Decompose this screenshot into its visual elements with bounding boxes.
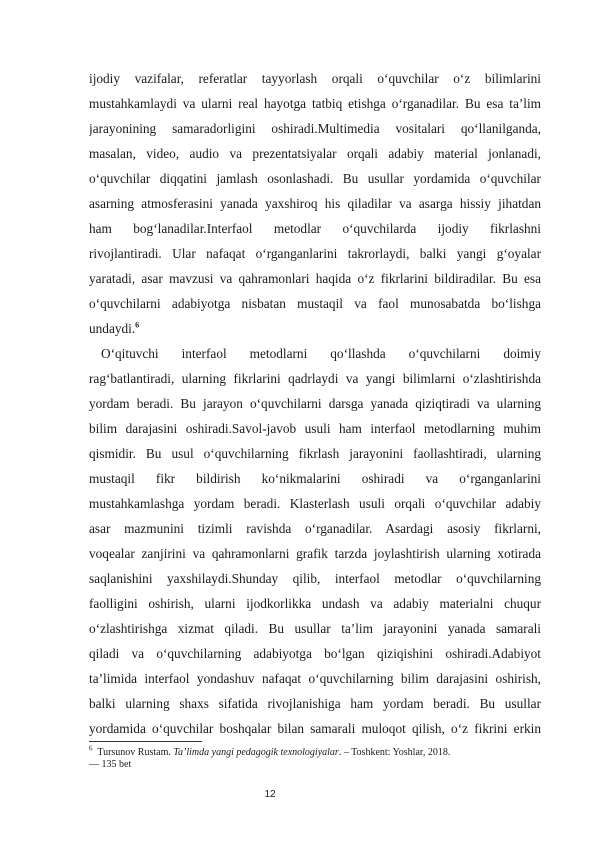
body-text-line: O‘qituvchi interfaol metodlarni qo‘llashda o‘quvchilarni doimiy [101, 346, 541, 361]
body-text-line: yordam beradi. Bu jarayon o‘quvchilarni darsga yanada qiziqtiradi va ularning [89, 396, 541, 411]
body-text-line: yordamida o‘quvchilar boshqalar bilan samarali muloqot qilish, o‘z fikrini erkin [89, 721, 541, 736]
body-text-line: rivojlantiradi. Ular nafaqat o‘rganganlarini takrorlaydi, balki yangi g‘oyalar [89, 246, 541, 261]
body-text-line: bilim darajasini oshiradi.Savol-javob usuli ham interfaol metodlarning muhim [89, 421, 541, 436]
body-text-line: faolligini oshirish, ularni ijodkorlikka undash va adabiy materialni chuqur [89, 596, 541, 611]
footnote-number: 6 [89, 744, 93, 753]
body-text-line: rag‘batlantiradi, ularning fikrlarini qadrlaydi va yangi bilimlarni o‘zlashtirishda [89, 371, 541, 386]
body-text-line: mustahkamlaydi va ularni real hayotga tatbiq etishga o‘rganadilar. Bu esa ta’lim [89, 96, 541, 111]
body-text-line: ham bog‘lanadilar.Interfaol metodlar o‘quvchilarda ijodiy fikrlashni [89, 221, 541, 236]
body-text-line: asar mazmunini tizimli ravishda o‘rganadilar. Asardagi asosiy fikrlarni, [89, 521, 541, 536]
body-text-line: asarning atmosferasini yanada yaxshiroq his qiladilar va asarga hissiy jihatdan [89, 196, 541, 211]
body-text-line: ijodiy vazifalar, referatlar tayyorlash orqali o‘quvchilar o‘z bilimlarini [89, 71, 541, 86]
body-text-line: voqealar zanjirini va qahramonlarni grafik tarzda joylashtirish ularning xotirada [89, 546, 541, 561]
footnote-pages: — 135 bet [89, 759, 132, 770]
footnote-separator [89, 741, 202, 742]
body-text-line: qiladi va o‘quvchilarning adabiyotga bo‘lgan qiziqishini oshiradi.Adabiyot [89, 646, 541, 661]
body-text-line: mustaqil fikr bildirish ko‘nikmalarini oshiradi va o‘rganganlarini [89, 471, 541, 486]
body-text-line: jarayonining samaradorligini oshiradi.Multimedia vositalari qo‘llanilganda, [89, 121, 541, 136]
body-text-line: ta’limida interfaol yondashuv nafaqat o‘quvchilarning bilim darajasini oshirish, [89, 671, 541, 686]
footnote [89, 744, 549, 759]
body-text-line: qismidir. Bu usul o‘quvchilarning fikrlash jarayonini faollashtiradi, ularning [89, 446, 541, 461]
body-text-line: o‘quvchilar diqqatini jamlash osonlashadi. Bu usullar yordamida o‘quvchilar [89, 171, 541, 186]
footnote-author: Tursunov Rustam. [97, 747, 171, 758]
footnote-reference[interactable]: 6 [135, 320, 140, 330]
footnote-title: Ta’limda yangi pedagogik texnologiyalar [173, 747, 339, 758]
body-text-line: masalan, video, audio va prezentatsiyalar orqali adabiy material jonlanadi, [89, 146, 541, 161]
body-text-line [89, 320, 541, 337]
body-text-line: o‘quvchilarni adabiyotga nisbatan mustaqil va faol munosabatda bo‘lishga [89, 296, 541, 311]
page-number: 12 [264, 789, 276, 800]
body-text-line: saqlanishini yaxshilaydi.Shunday qilib, interfaol metodlar o‘quvchilarning [89, 571, 541, 586]
paragraph-end-text: undaydi. [89, 321, 136, 336]
body-text-line: o‘zlashtirishga xizmat qiladi. Bu usullar ta’lim jarayonini yanada samarali [89, 621, 541, 636]
footnote-publisher: . – Toshkent: Yoshlar, 2018. [338, 747, 451, 758]
body-text-line: balki ularning shaxs sifatida rivojlanishiga ham yordam beradi. Bu usullar [89, 696, 541, 711]
body-text-line: mustahkamlashga yordam beradi. Klasterlash usuli orqali o‘quvchilar adabiy [89, 496, 541, 511]
body-text-line: yaratadi, asar mavzusi va qahramonlari haqida o‘z fikrlarini bildiradilar. Bu esa [89, 271, 541, 286]
